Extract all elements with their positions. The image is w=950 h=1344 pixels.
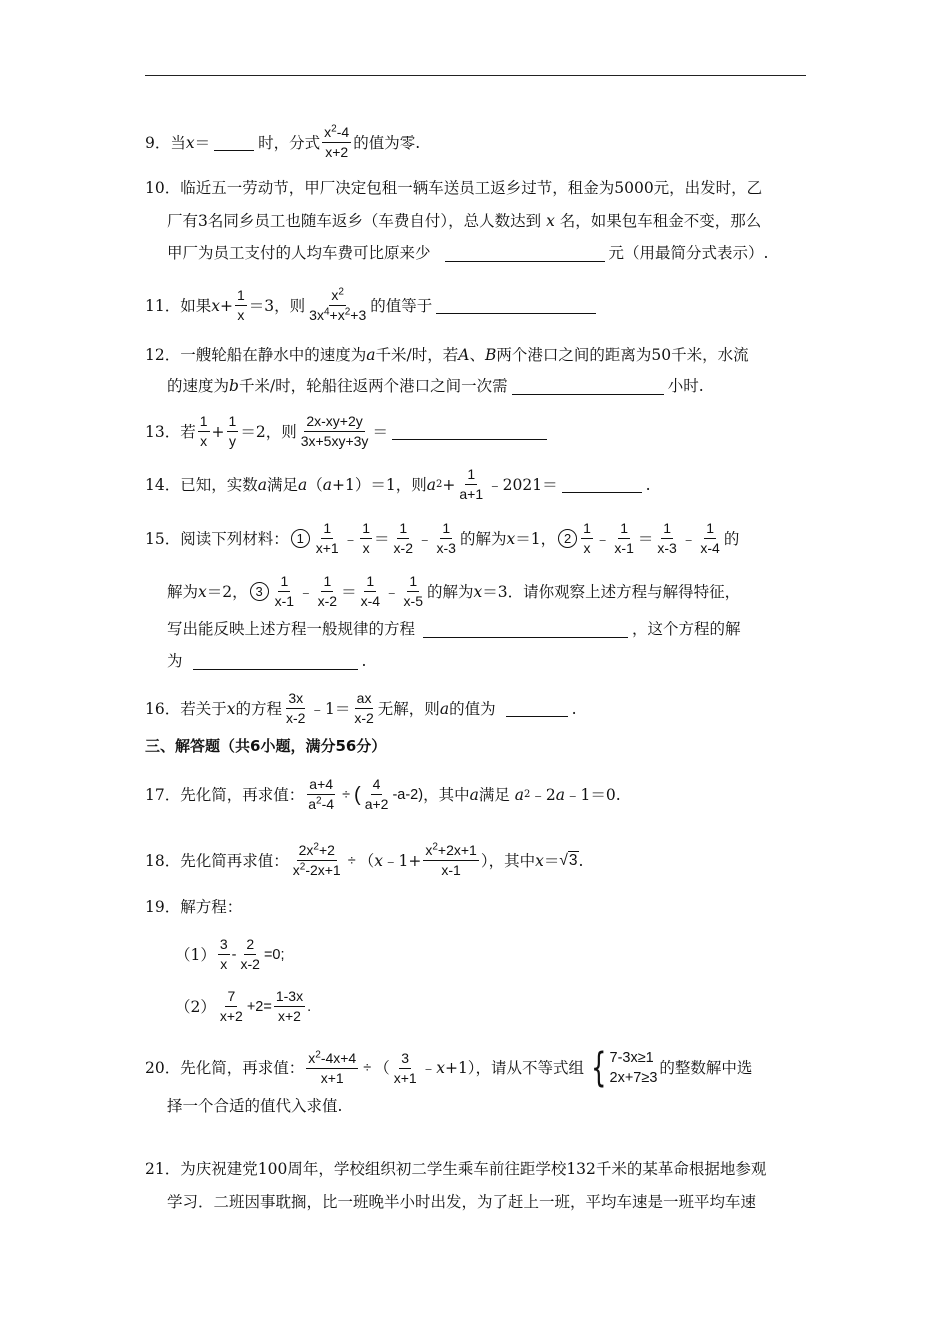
question-21-line-2: 学习．二班因事耽搁，比一班晚半小时出发，为了赶上一班，平均车速是一班平均车速 (167, 1193, 757, 1211)
fraction: $\frac{2}{x-2}$ (240, 936, 260, 972)
question-12-line-1: 12． 一艘轮船在静水中的速度为 a 千米/时，若 A 、 B 两个港口之间的距离为50千米，水流 (145, 346, 749, 364)
fraction: $\frac{3}{x+1}$ (393, 1049, 417, 1086)
fraction: $\frac{1}{x-4}$ (700, 520, 720, 556)
fraction: $\frac{x^2}{3x^4+x^2+3}$ (309, 286, 367, 323)
question-15-line-1: 15． 阅读下列材料： 1 $\frac{1}{x+1}$ ﹣ $\frac{1}{x}$ ＝ $\frac{1}{x-2}$ ﹣ $\frac{1}{x-3}$ 的解为 x ＝1， 2 $\frac{1}{x}$ ﹣ $\frac{1}{x-1}$ ＝ $\frac{1}{x-3}$ ﹣ $\frac{1}{x-4}$ 的 (145, 520, 740, 556)
question-number: 13． (145, 422, 181, 441)
fraction: $\frac{1}{x}$ (199, 413, 208, 449)
fraction: $\frac{2x^2+2}{x^2-2x+1}$ (292, 841, 341, 878)
question-15-line-3: 写出能反映上述方程一般规律的方程 ，这个方程的解 (167, 620, 741, 638)
brace-icon: { (591, 1045, 607, 1091)
fraction: $\frac{1}{x-3}$ (436, 520, 456, 556)
answer-blank[interactable] (193, 653, 358, 670)
fraction: $\frac{1-3x}{x+2}$ (275, 988, 304, 1024)
answer-blank[interactable] (392, 423, 547, 440)
question-16: 16． 若关于 x 的方程 $\frac{3x}{x-2}$ ﹣1＝ $\frac{ax}{x-2}$ 无解，则 a 的值为 . (145, 690, 577, 726)
fraction: $\frac{4}{a+2}$ (364, 776, 389, 812)
fraction: $\frac{a+4}{a^2-4}$ (308, 776, 335, 812)
question-20-line-2: 择一个合适的值代入求值. (167, 1097, 343, 1115)
answer-blank[interactable] (214, 134, 254, 151)
fraction: $\frac{1}{x}$ (237, 287, 245, 323)
fraction: $\frac{2x-xy+2y}{3x+5xy+3y}$ (300, 413, 369, 449)
fraction: $\frac{x^2+2x+1}{x-1}$ (425, 841, 477, 878)
question-17: 17． 先化简，再求值： $\frac{a+4}{a^2-4}$ ÷ ( $\frac{4}{a+2}$ -a-2) ，其中 a 满足 a 2 ﹣2 a ﹣1＝0. (145, 776, 621, 812)
question-number: 9． (145, 133, 171, 152)
question-12-line-2: 的速度为 b 千米/时，轮船往返两个港口之间一次需 小时. (167, 377, 704, 395)
fraction: $\frac{1}{x-4}$ (360, 573, 381, 609)
circled-number: 3 (250, 582, 269, 601)
question-21-line-1: 21． 为庆祝建党100周年，学校组织初二学生乘车前往距学校132千米的某革命根据地参观 (145, 1160, 767, 1178)
fraction: $\frac{1}{y}$ (228, 413, 237, 449)
question-number: 12． (145, 346, 181, 364)
answer-blank[interactable] (445, 245, 605, 262)
fraction: $\frac{1}{x-1}$ (614, 520, 634, 556)
question-number: 16． (145, 699, 181, 718)
section-heading: 三、解答题（共6小题，满分56分） (145, 737, 387, 755)
question-19-part-2: （2） $\frac{7}{x+2}$ +2= $\frac{1-3x}{x+2}$ . (175, 988, 312, 1024)
question-number: 17． (145, 785, 181, 804)
answer-blank[interactable] (512, 378, 664, 395)
question-14: 14． 已知，实数 a 满足 a （ a +1）＝1，则 a 2 + $\frac{1}{a+1}$ ﹣2021＝ . (145, 466, 651, 502)
answer-blank[interactable] (436, 297, 596, 314)
question-number: 14． (145, 475, 181, 494)
question-10-line-2: 厂有3名同乡员工也随车返乡（车费自付），总人数达到 x 名，如果包车租金不变，那么 (167, 212, 762, 230)
question-number: 18． (145, 851, 181, 870)
fraction: $\frac{ax}{x-2}$ (354, 690, 374, 726)
inequality-system: { 7-3x≥1 2x+7≥3 (591, 1045, 658, 1091)
question-number: 11． (145, 296, 181, 315)
question-15-line-4: 为 . (167, 652, 367, 670)
fraction: $\frac{x^2-4}{x+2}$ (324, 123, 350, 160)
question-19: 19． 解方程： (145, 898, 243, 916)
fraction: $\frac{1}{x-3}$ (657, 520, 677, 556)
fraction: $\frac{1}{x-2}$ (317, 573, 338, 609)
question-number: 21． (145, 1160, 181, 1178)
fraction: $\frac{1}{x-5}$ (403, 573, 423, 609)
question-15-line-2: 解为 x ＝2， 3 $\frac{1}{x-1}$ ﹣ $\frac{1}{x-2}$ ＝ $\frac{1}{x-4}$ ﹣ $\frac{1}{x-5}$ 的解为 x ＝3．请你观察上述方程与解得特征， (167, 573, 741, 609)
question-number: 20． (145, 1059, 181, 1077)
question-13: 13． 若 $\frac{1}{x}$ + $\frac{1}{y}$ ＝2，则 $\frac{2x-xy+2y}{3x+5xy+3y}$ ＝ (145, 413, 551, 450)
fraction: $\frac{x^2-4x+4}{x+1}$ (308, 1048, 357, 1086)
question-10-line-3: 甲厂为员工支付的人均车费可比原来少 元（用最简分式表示）. (167, 244, 769, 262)
fraction: $\frac{1}{x-1}$ (274, 573, 295, 609)
fraction: $\frac{1}{a+1}$ (459, 466, 484, 502)
question-20: 20． 先化简，再求值： $\frac{x^2-4x+4}{x+1}$ ÷ （ $\frac{3}{x+1}$ ﹣ x +1），请从不等式组 { 7-3x≥1 2x+7≥3 的整数解中选 (145, 1045, 753, 1091)
fraction: $\frac{7}{x+2}$ (219, 988, 243, 1024)
question-number: 19． (145, 898, 181, 916)
question-11: 11． 如果 x + $\frac{1}{x}$ ＝3，则 $\frac{x^2}{3x^4+x^2+3}$ 的值等于 (145, 287, 600, 324)
question-18: 18． 先化简再求值： $\frac{2x^2+2}{x^2-2x+1}$ ÷ （ x ﹣1+ $\frac{x^2+2x+1}{x-1}$ ），其中 x ＝ √3 . (145, 841, 584, 878)
fraction: $\frac{1}{x}$ (362, 520, 371, 556)
square-root: √3 (559, 851, 578, 869)
circled-number: 2 (558, 529, 577, 548)
answer-blank[interactable] (423, 621, 628, 638)
fraction: $\frac{3x}{x-2}$ (286, 690, 306, 726)
question-9: 9． 当 x ＝ 时，分式 $\frac{x^2-4}{x+2}$ 的值为零. (145, 123, 421, 160)
fraction: $\frac{3}{x}$ (219, 936, 228, 972)
fraction: $\frac{1}{x}$ (583, 520, 591, 556)
circled-number: 1 (291, 529, 310, 548)
header-rule (145, 75, 806, 76)
answer-blank[interactable] (562, 476, 642, 493)
question-number: 15． (145, 529, 181, 548)
question-10-line-1: 10． 临近五一劳动节，甲厂决定包租一辆车送员工返乡过节，租金为5000元，出发时，乙 (145, 179, 763, 197)
question-19-part-1: （1） $\frac{3}{x}$ - $\frac{2}{x-2}$ =0; (175, 936, 285, 972)
fraction: $\frac{1}{x+1}$ (315, 520, 339, 556)
answer-blank[interactable] (506, 700, 568, 717)
fraction: $\frac{1}{x-2}$ (393, 520, 413, 556)
question-number: 10． (145, 179, 181, 197)
